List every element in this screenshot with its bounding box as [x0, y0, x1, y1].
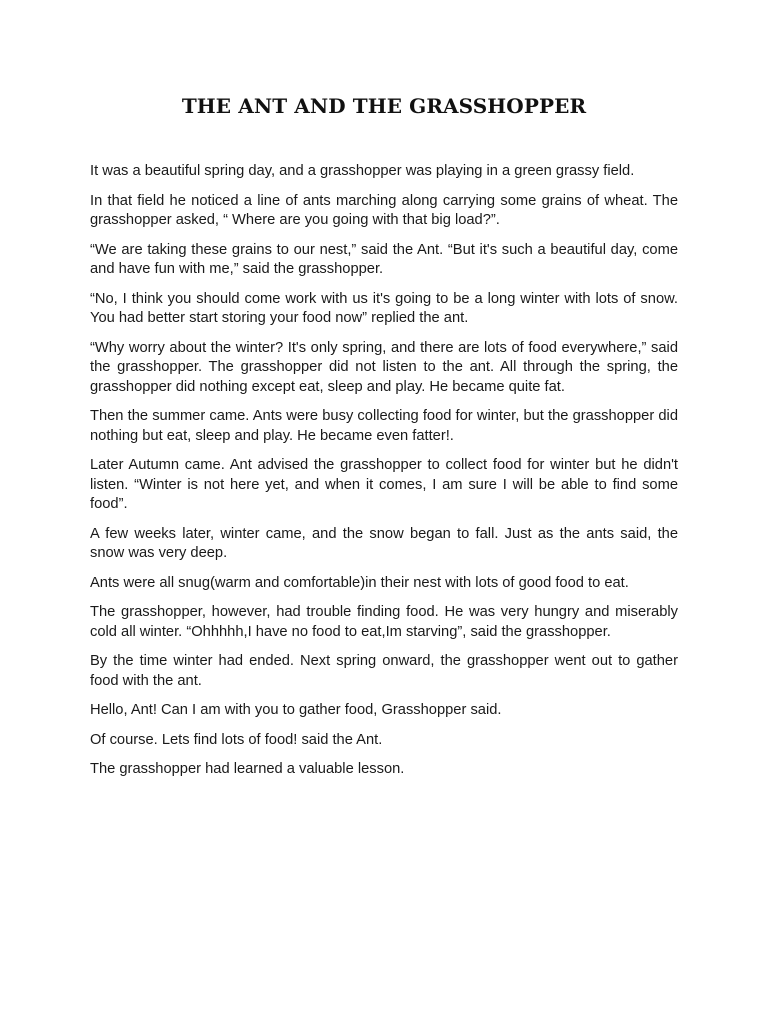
paragraph-6: Then the summer came. Ants were busy collecting food for winter, but the grasshopper did nothing but eat, sleep and play. He became even fatter!. — [90, 408, 678, 444]
paragraph-1: It was a beautiful spring day, and a grasshopper was playing in a green grassy field. — [90, 163, 635, 179]
paragraph-11: By the time winter had ended. Next spring onward, the grasshopper went out to gather food with the ant. — [90, 653, 678, 689]
paragraph-14: The grasshopper had learned a valuable lesson. — [90, 761, 405, 777]
paragraph-8: A few weeks later, winter came, and the snow began to fall. Just as the ants said, the snow was very deep. — [90, 525, 678, 561]
paragraph-4: “No, I think you should come work with us it's going to be a long winter with lots of snow. You had better start storing your food now” replied the ant. — [90, 290, 678, 326]
story-body — [90, 162, 678, 780]
document-title: THE ANT AND THE GRASSHOPPER — [181, 94, 587, 118]
paragraph-7: Later Autumn came. Ant advised the grasshopper to collect food for winter but he didn't listen. “Winter is not here yet, and when it comes, I am sure I will be able to find some food”. — [90, 457, 678, 512]
paragraph-12: Hello, Ant! Can I am with you to gather food, Grasshopper said. — [90, 702, 502, 718]
paragraph-3: “We are taking these grains to our nest,” said the Ant. “But it's such a beautiful day, come and have fun with me,” said the grasshopper. — [90, 241, 678, 277]
paragraph-10: The grasshopper, however, had trouble finding food. He was very hungry and miserably cold all winter. “Ohhhhh,I have no food to eat,Im starving”, said the grasshopper. — [90, 604, 678, 640]
paragraph-2: In that field he noticed a line of ants marching along carrying some grains of wheat. The grasshopper asked, “ Where are you going with that big load?”. — [90, 192, 678, 228]
paragraph-9: Ants were all snug(warm and comfortable)in their nest with lots of good food to eat. — [90, 574, 629, 591]
paragraph-13: Of course. Lets find lots of food! said the Ant. — [90, 731, 383, 748]
paragraph-5: “Why worry about the winter? It's only spring, and there are lots of food everywhere,” said the grasshopper. The grasshopper did not listen to the ant. All through the spring, the grasshopper did nothing except eat, sleep and play. He became quite fat. — [90, 339, 678, 395]
